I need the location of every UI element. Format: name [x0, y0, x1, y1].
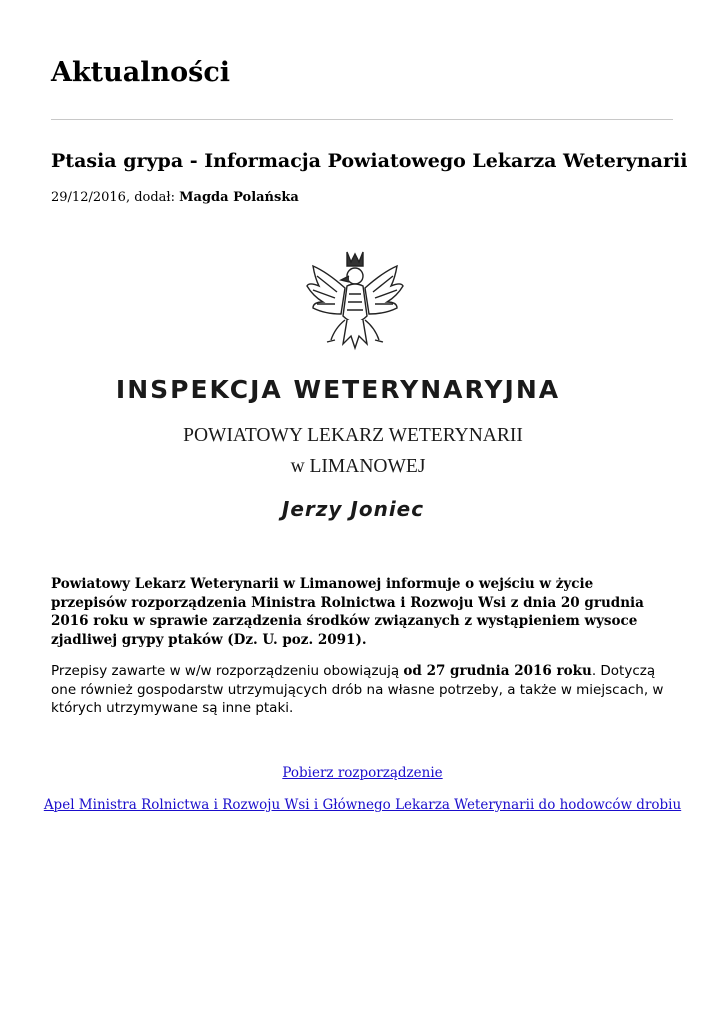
- body-text-date: od 27 grudnia 2016 roku: [403, 663, 592, 679]
- figure-line-inspection: INSPEKCJA WETERYNARYJNA: [115, 375, 561, 404]
- white-eagle-emblem-icon: [307, 252, 403, 348]
- minister-appeal-link[interactable]: Apel Ministra Rolnictwa i Rozwoju Wsi i Głównego Lekarza Weterynarii do hodowców drobiu: [43, 797, 682, 813]
- article-meta: [51, 189, 299, 207]
- article-date: 29/12/2016: [51, 190, 126, 205]
- article-lead: Powiatowy Lekarz Weterynarii w Limanowej informuje o wejściu w życie przepisów rozporządzenia Ministra Rolnictwa i Rozwoju Wsi z dnia 20 grudnia 2016 roku w sprawie zarządzenia środków związanych z wystąpieniem wysoce zjadliwej grypy ptaków (Dz. U. poz. 2091).: [51, 576, 644, 648]
- article-body: [51, 662, 673, 718]
- article-title: Ptasia grypa - Informacja Powiatowego Lekarza Weterynarii: [51, 150, 688, 172]
- title-divider: [51, 119, 673, 120]
- figure-line-name: Jerzy Joniec: [281, 497, 425, 521]
- body-text-part2: . Dotyczą one również gospodarstw utrzymujących drób na własne potrzeby, a także w miejscach, w których utrzymywane są inne ptaki.: [51, 663, 664, 716]
- figure-line-town: w LIMANOWEJ: [290, 456, 426, 477]
- minister-appeal-row: [0, 796, 725, 814]
- download-regulation-link[interactable]: Pobierz rozporządzenie: [282, 765, 443, 781]
- body-text-part1: Przepisy zawarte w w/w rozporządzeniu obowiązują: [51, 663, 404, 679]
- article-image: [51, 216, 626, 546]
- section-title: Aktualności: [51, 57, 231, 88]
- figure-line-office: POWIATOWY LEKARZ WETERYNARII: [183, 425, 523, 446]
- added-by-label: , dodał:: [125, 190, 180, 205]
- article-author: Magda Polańska: [179, 190, 299, 205]
- download-regulation-row: [0, 764, 725, 782]
